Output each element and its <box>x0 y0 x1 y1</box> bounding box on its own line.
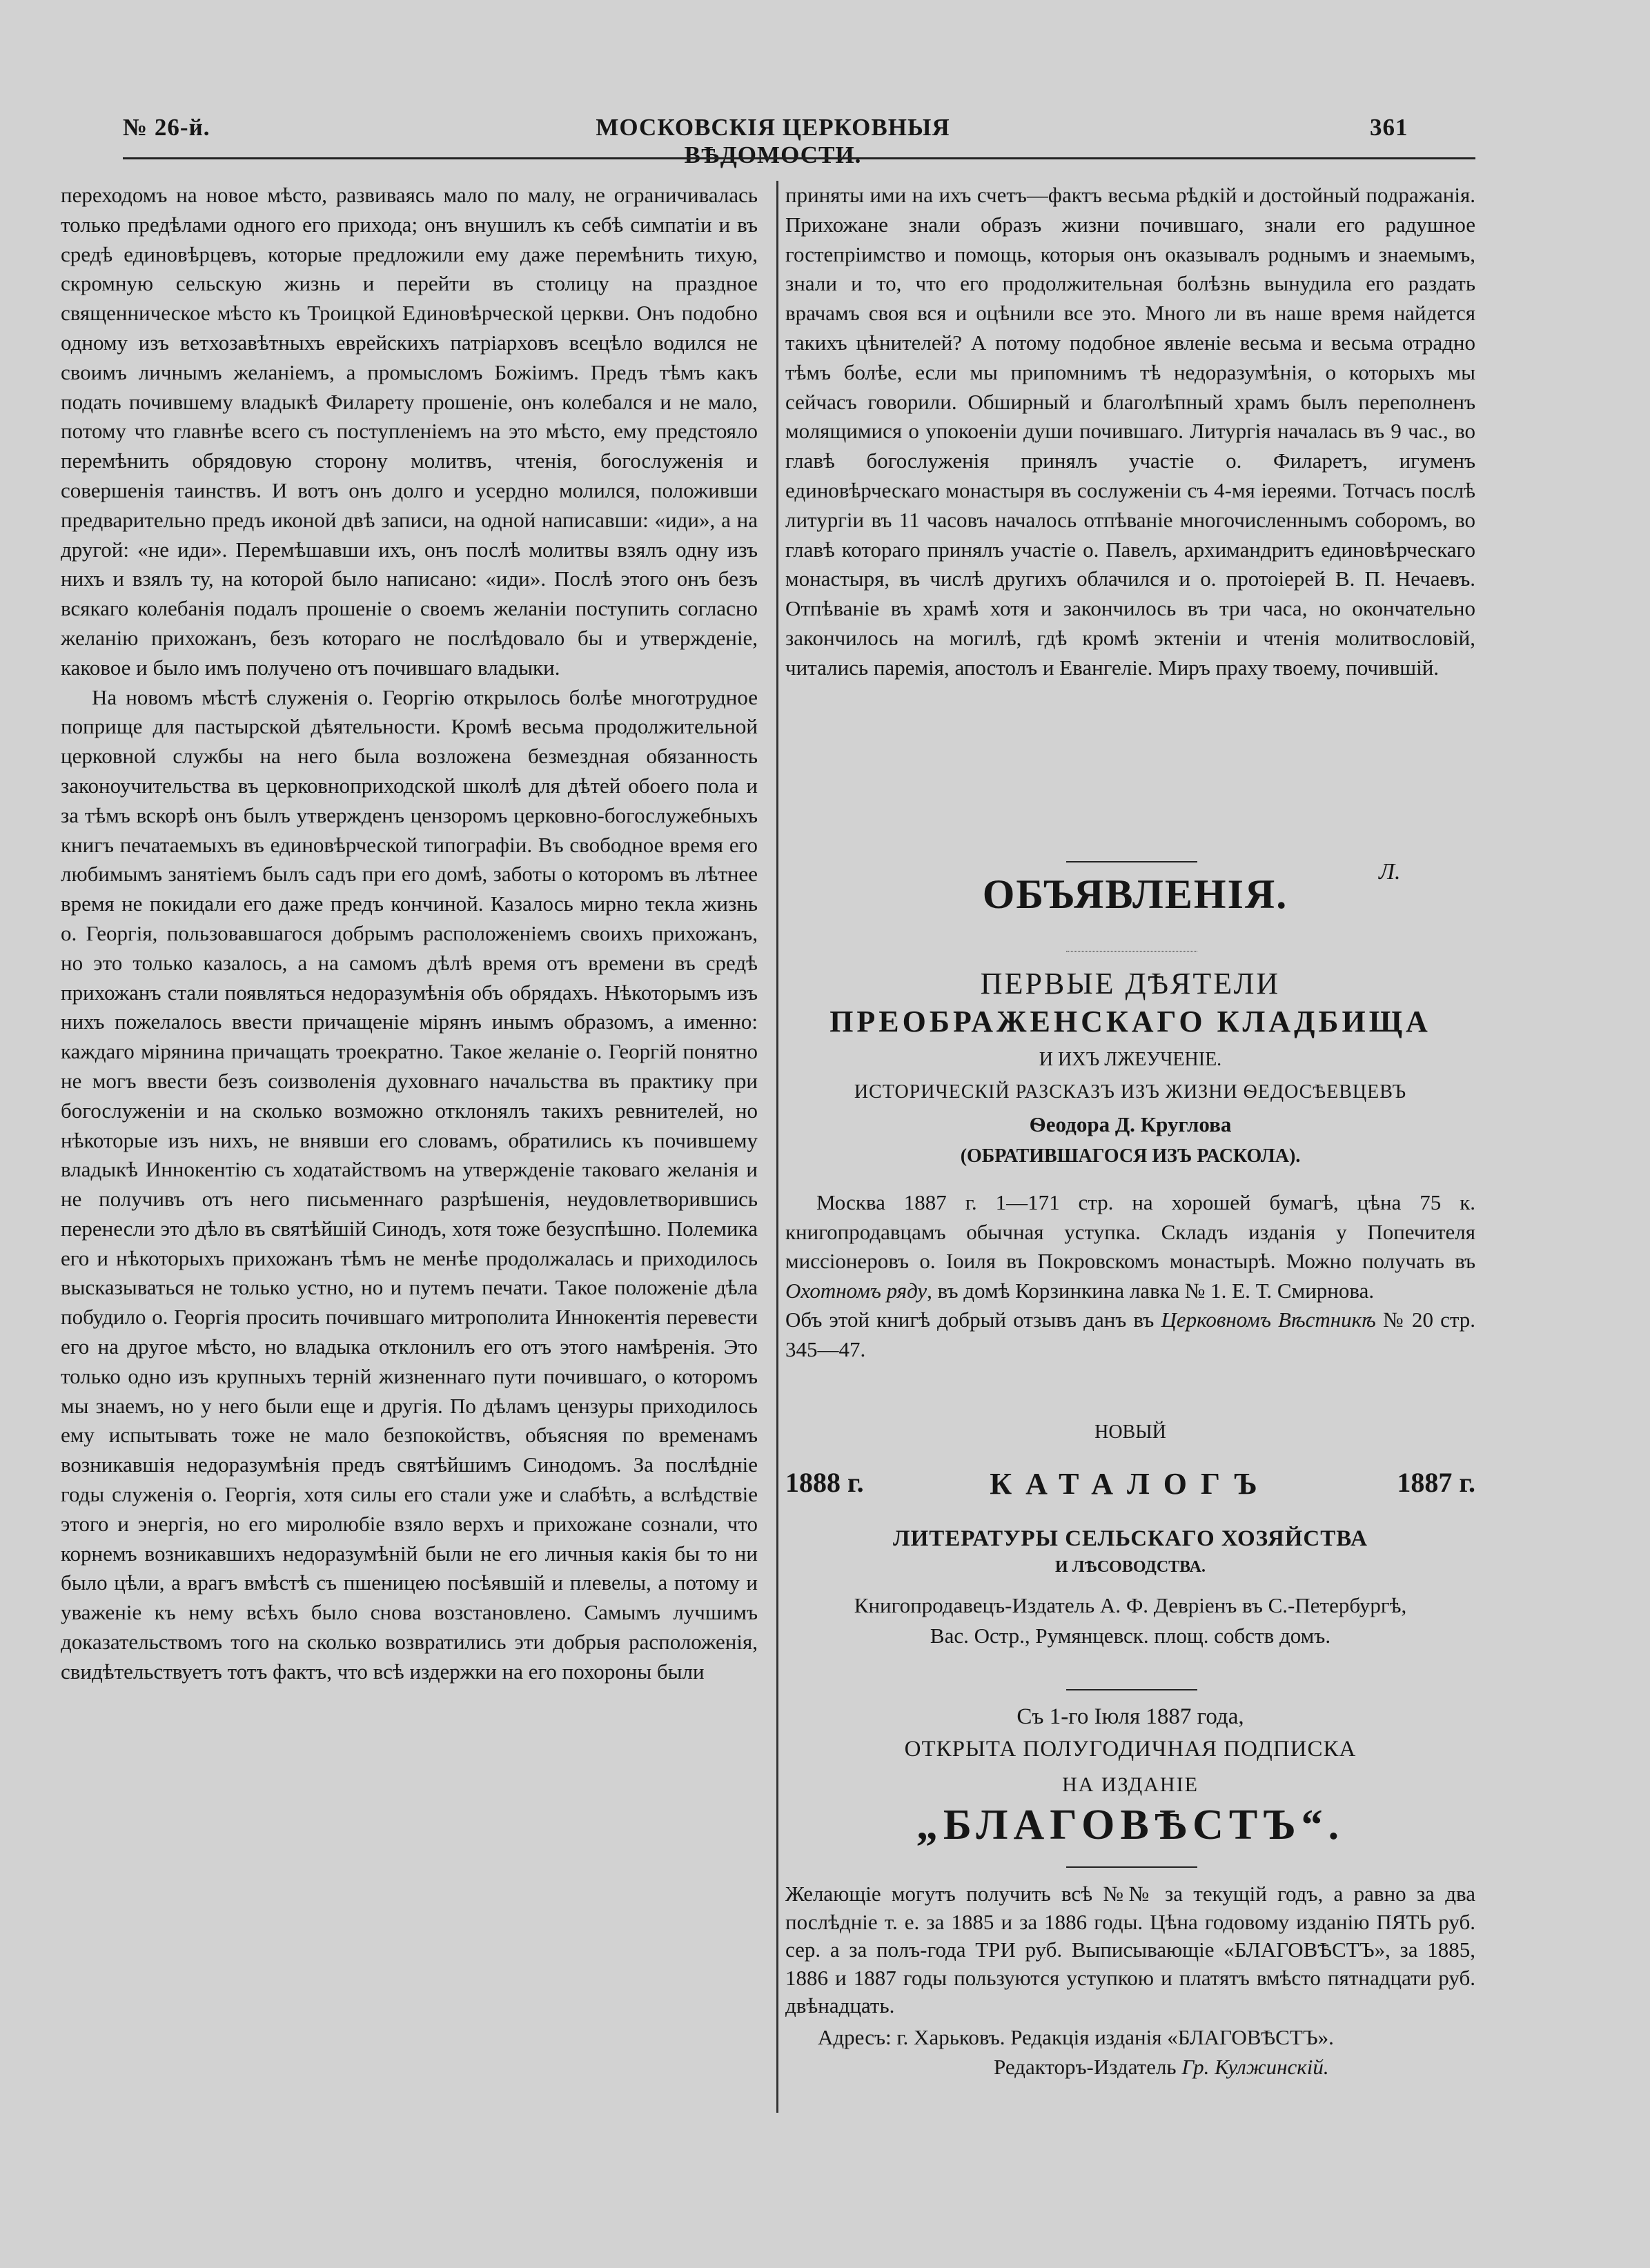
book-ad-italic-2: Церковномъ Вѣстникѣ <box>1161 1308 1376 1332</box>
left-paragraph-1: переходомъ на новое мѣсто, развиваясь мало по малу, не ограничивалась только предѣлами одного его прихода; онъ внушилъ къ себѣ симпатіи и въ средѣ единовѣрцевъ, которые предложили ему даже перемѣнить тихую, скромную сельскую жизнь и перейти въ столицу на праздное священническое мѣсто къ Троицкой Единовѣрческой церкви. Онъ подобно одному изъ ветхозавѣтныхъ еврейскихъ патріарховъ всецѣло водился не своимъ личнымъ желаніемъ, а промысломъ Божіимъ. Предъ тѣмъ какъ подать почившему владыкѣ Филарету прошеніе, онъ колебался и не мало, потому что главнѣе всего съ поступленіемъ на это мѣсто, ему предстояло перемѣнить обрядовую сторону молитвъ, чтенія, богослуженія и совершенія таинствъ. И вотъ онъ долго и усердно молился, положивши предварительно предъ иконой двѣ записи, на одной написавши: «иди», а на другой: «не иди». Перемѣшавши ихъ, онъ послѣ молитвы взялъ одну изъ нихъ и взялъ ту, на которой было написано: «иди». Послѣ этого онъ безъ всякаго колебанія подалъ прошеніе о своемъ желаніи поступить согласно желанію прихожанъ, безъ котораго не послѣдовало бы и утвержденіе, каковое и было имъ получено отъ почившаго владыки. <box>61 183 758 680</box>
subscription-line-2: ОТКРЫТА ПОЛУГОДИЧНАЯ ПОДПИСКА <box>904 1737 1357 1762</box>
subscription-title: „БЛАГОВѢСТЪ“. <box>916 1802 1345 1848</box>
catalog-year-right: 1887 г. <box>1397 1467 1475 1498</box>
editor-name: Гр. Кулжинскій. <box>1181 2055 1329 2079</box>
book-ad-text-2: Объ этой книгѣ добрый отзывъ данъ въ <box>785 1308 1155 1332</box>
publication-title: МОСКОВСКІЯ ЦЕРКОВНЫЯ ВѢДОМОСТИ. <box>596 114 950 168</box>
catalog-label-new: НОВЫЙ <box>1094 1421 1166 1443</box>
catalog-subtitle-2: И ЛѢСОВОДСТВА. <box>1054 1558 1206 1576</box>
book-ad-text-2-end: № 20 стр. 345—47. <box>785 1308 1476 1361</box>
catalog-publisher-line-2: Вас. Остр., Румянцевск. площ. собств домъ. <box>930 1624 1331 1648</box>
header-rule <box>123 157 1475 159</box>
book-author-note: (ОБРАТИВШАГОСЯ ИЗЪ РАСКОЛА). <box>960 1145 1301 1167</box>
book-ad-text-1-end: , въ домѣ Корзинкина лавка № 1. Е. Т. Смирнова. <box>927 1278 1375 1303</box>
book-ad-body <box>785 1188 1475 1364</box>
subscription-divider <box>1066 1866 1197 1868</box>
catalog-subtitle-1: ЛИТЕРАТУРЫ СЕЛЬСКАГО ХОЗЯЙСТВА <box>893 1526 1368 1551</box>
book-title-line-2: ПРЕОБРАЖЕНСКАГО КЛАДБИЩА <box>829 1005 1431 1038</box>
book-ad-text-1: Москва 1887 г. 1—171 стр. на хорошей бумагѣ, цѣна 75 к. книгопродавцамъ обычная уступка. Складъ изданія у Попечителя миссіонеровъ о. Іоиля въ Покровскомъ монастырѣ. Можно получать въ <box>785 1190 1475 1273</box>
catalog-publisher-line-1: Книгопродавецъ-Издатель А. Ф. Девріенъ въ С.-Петербургѣ, <box>854 1593 1407 1617</box>
right-column <box>785 181 1475 683</box>
subscription-line-1: Съ 1-го Іюля 1887 года, <box>1016 1704 1244 1729</box>
catalog-title: КАТАЛОГЪ <box>990 1467 1271 1501</box>
column-divider <box>776 181 778 2113</box>
subscription-address: Адресъ: г. Харьковъ. Редакція изданія «БЛАГОВѢСТЪ». <box>818 2025 1334 2049</box>
right-paragraph-1: приняты ими на ихъ счетъ—фактъ весьма рѣдкій и достойный подражанія. Прихожане знали образъ жизни почившаго, знали его радушное гостепріимство и помощь, которыя онъ оказывалъ роднымъ и знаемымъ, знали и то, что его продолжительная болѣзнь вынудила его раздать врачамъ своя вся и оцѣнили все это. Много ли въ наше время найдется такихъ цѣнителей? А потому подобное явленіе весьма и весьма отрадно тѣмъ болѣе, если мы припомнимъ тѣ недоразумѣнія, о которыхъ мы сейчасъ говорили. Обширный и благолѣпный храмъ былъ переполненъ молящимися о упокоеніи души почившаго. Литургія началась въ 9 час., во главѣ богослуженія принялъ участіе о. Филаретъ, игуменъ единовѣрческаго монастыря въ сослуженіи съ 4-мя іереями. Тотчасъ послѣ литургіи въ 11 часовъ началось отпѣваніе многочисленнымъ соборомъ, во главѣ котораго принялъ участіе о. Павелъ, архимандритъ единовѣрческаго монастыря, въ числѣ другихъ облачился и о. протоіерей В. П. Нечаевъ. Отпѣваніе въ храмѣ хотя и закончилось въ три часа, но окончательно закончилось на могилѣ, гдѣ кромѣ эктеніи и чтенія молитвословій, читались паремія, апостолъ и Евангеліе. Миръ праху твоему, почившій. <box>785 183 1475 680</box>
left-column <box>61 181 758 1687</box>
subscription-body-text: Желающіе могутъ получить всѣ №№ за текущій годъ, а равно за два послѣдніе т. е. за 1885 и за 1886 годы. Цѣна годовому изданію ПЯТЬ руб. сер. а за полъ-года ТРИ руб. Выписывающіе «БЛАГОВѢСТЪ», за 1885, 1886 и 1887 годы пользуются уступкою и платятъ вмѣсто пятнадцати руб. двѣнадцать. <box>785 1882 1475 2018</box>
issue-number: № 26-й. <box>123 114 210 141</box>
book-title-line-1: ПЕРВЫЕ ДѢЯТЕЛИ <box>980 967 1281 1000</box>
catalog-publisher <box>785 1590 1475 1651</box>
subscription-line-3: НА ИЗДАНІЕ <box>1062 1773 1199 1796</box>
page-number: 361 <box>1370 114 1408 141</box>
section-divider <box>1066 861 1197 862</box>
book-ad-italic-1: Охотномъ ряду <box>785 1278 927 1303</box>
catalog-year-left: 1888 г. <box>785 1467 864 1498</box>
announcements-heading: ОБЪЯВЛЕНІЯ. <box>982 871 1288 917</box>
book-title-line-3: И ИХЪ ЛЖЕУЧЕНІЕ. <box>1039 1049 1222 1070</box>
ad-divider <box>1066 1689 1197 1690</box>
book-author: Ѳеодора Д. Круглова <box>1029 1112 1232 1136</box>
article-signature: Л. <box>1379 859 1401 885</box>
catalog-title-row <box>785 1466 1475 1508</box>
subscription-body <box>785 1880 1475 2020</box>
editor-label: Редакторъ-Издатель <box>994 2055 1177 2079</box>
subscription-editor <box>994 2055 1329 2080</box>
book-subtitle: ИСТОРИЧЕСКІЙ РАЗСКАЗЪ ИЗЪ ЖИЗНИ ѲЕДОСѢЕВЦЕВЪ <box>854 1081 1407 1103</box>
left-paragraph-2: На новомъ мѣстѣ служенія о. Георгію открылось болѣе многотрудное поприще для пастырской дѣятельности. Кромѣ весьма продолжительной церковной службы на него была возложена безмездная обязанность законоучительства въ церковноприходской школѣ для дѣтей обоего пола и за тѣмъ вскорѣ онъ былъ утвержденъ цензоромъ церковно-богослужебныхъ книгъ печатаемыхъ въ единовѣрческой типографіи. Въ свободное время его любимымъ занятіемъ былъ садъ при его домѣ, заботы о которомъ въ лѣтнее время не покидали его даже предъ кончиной. Казалось мирно текла жизнь о. Георгія, пользовавшагося добрымъ расположеніемъ своихъ прихожанъ, но это только казалось, а на самомъ дѣлѣ время отъ времени въ средѣ прихожанъ стали появляться недоразумѣнія объ обрядахъ. Нѣкоторымъ изъ нихъ пожелалось ввести причащеніе мірянъ инымъ образомъ, а именно: каждаго мірянина причащать троекратно. Такое желаніе о. Георгій понятно не могъ ввести безъ соизволенія духовнаго начальства въ практику при богослуженіи и на сколько возможно отклонялъ такихъ ревнителей, но нѣкоторые изъ нихъ, не внявши его словамъ, обратились къ почившему владыкѣ Иннокентію съ ходатайствомъ на утвержденіе таковаго желанія и не получивъ отъ него письменнаго разрѣшенія, неудовлетворившись перенесли это дѣло въ святѣйшій Синодъ, хотя тоже безуспѣшно. Полемика его и нѣкоторыхъ прихожанъ тѣмъ не менѣе продолжалась и приходилось высказываться не только устно, но и путемъ печати. Такое положеніе дѣла побудило о. Георгія просить почившаго митрополита Иннокентія перевести его на другое мѣсто, но владыка отклонилъ его отъ этого намѣренія. Это только одно изъ крупныхъ терній жизненнаго пути почившаго, о которомъ мы знаемъ, но у него были еще и другія. По дѣламъ цензуры приходилось ему испытывать тоже не мало безпокойствъ, объясняя по временамъ возникавшія недоразумѣнія предъ святѣйшимъ Синодомъ. За послѣдніе годы служенія о. Георгія, хотя силы его стали уже и слабѣть, а вслѣдствіе этого и энергія, но его миролюбіе взяло верхъ и прихожане сознали, что корнемъ возникавшихъ недоразумѣній были не его личныя какія бы то ни было цѣли, а врагъ вмѣстѣ съ пшеницею посѣявшій и плевелы, а потому и уваженіе къ нему всѣхъ было снова возстановлено. Самымъ лучшимъ доказательствомъ того на сколько возвратились эти добрыя расположенія, свидѣтельствуетъ тотъ фактъ, что всѣ издержки на его похороны были <box>61 684 758 1684</box>
